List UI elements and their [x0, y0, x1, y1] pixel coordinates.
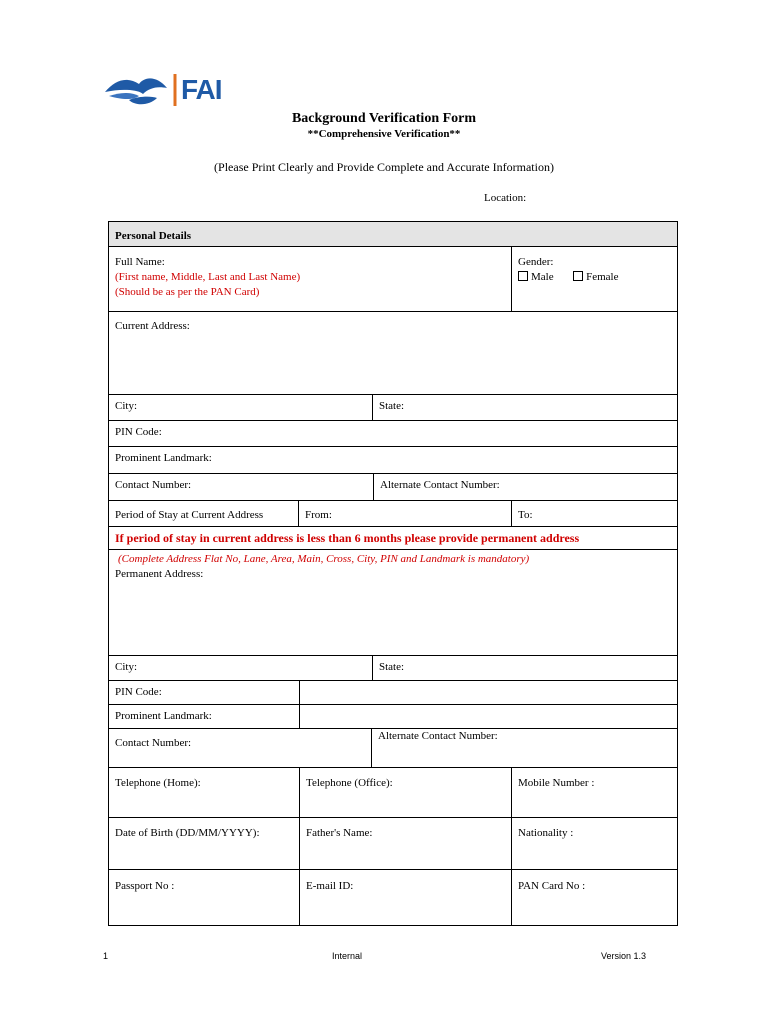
telephone-office-field[interactable] [299, 767, 512, 818]
nationality-field[interactable] [511, 817, 678, 870]
fathers-name-label: Father's Name: [306, 827, 373, 839]
current-alt-contact-field[interactable] [373, 473, 678, 501]
permanent-address-warning [108, 526, 678, 550]
female-checkbox[interactable] [573, 271, 583, 281]
passport-number-field[interactable] [108, 869, 300, 926]
female-label: Female [586, 271, 619, 283]
current-contact-field[interactable] [108, 473, 374, 501]
current-pin-field[interactable] [108, 420, 678, 447]
email-id-field[interactable] [299, 869, 512, 926]
male-checkbox[interactable] [518, 271, 528, 281]
period-label: Period of Stay at Current Address [115, 509, 264, 521]
telephone-home-label: Telephone (Home): [115, 777, 201, 789]
state-label: State: [379, 400, 405, 412]
pan-card-field[interactable] [511, 869, 678, 926]
fathers-name-field[interactable] [299, 817, 512, 870]
male-label: Male [531, 271, 554, 283]
current-address-field[interactable] [108, 311, 678, 395]
pin-label: PIN Code: [115, 426, 162, 438]
gender-field [511, 246, 678, 312]
form-title: Background Verification Form [291, 111, 477, 126]
permanent-landmark-field [108, 704, 300, 729]
pan-card-hint: (Should be as per the PAN Card) [115, 286, 260, 298]
permanent-alt-contact-field[interactable] [371, 728, 678, 768]
permanent-landmark-input[interactable] [299, 704, 678, 729]
pin-label: PIN Code: [115, 686, 162, 698]
current-state-field[interactable] [372, 394, 678, 421]
stay-to-field[interactable] [511, 500, 678, 527]
permanent-contact-field[interactable] [108, 728, 372, 768]
permanent-state-field[interactable] [372, 655, 678, 681]
city-label: City: [115, 661, 138, 673]
version-label: Version 1.3 [601, 951, 647, 961]
city-label: City: [115, 400, 138, 412]
date-of-birth-field[interactable] [108, 817, 300, 870]
full-name-hint: (First name, Middle, Last and Last Name) [115, 271, 301, 283]
classification-label: Internal [332, 951, 363, 961]
email-label: E-mail ID: [306, 880, 354, 892]
pan-card-label: PAN Card No : [518, 880, 586, 892]
dob-label: Date of Birth (DD/MM/YYYY): [115, 827, 260, 839]
passport-label: Passport No : [115, 880, 175, 892]
location-label[interactable]: Location: [484, 192, 527, 204]
permanent-address-label: Permanent Address: [115, 568, 204, 580]
state-label: State: [379, 661, 405, 673]
print-instruction: (Please Print Clearly and Provide Complete and Accurate Information) [214, 160, 554, 174]
warning-text: If period of stay in current address is less than 6 months please provide permanent address [115, 531, 580, 545]
full-name-field[interactable] [108, 246, 512, 312]
telephone-home-field[interactable] [108, 767, 300, 818]
mobile-number-field[interactable] [511, 767, 678, 818]
stay-from-field[interactable] [298, 500, 512, 527]
permanent-pin-input[interactable] [299, 680, 678, 705]
logo-text: FAI [181, 74, 222, 105]
section-title: Personal Details [115, 230, 192, 242]
current-city-field[interactable] [108, 394, 373, 421]
permanent-address-field[interactable] [108, 549, 678, 656]
telephone-office-label: Telephone (Office): [306, 777, 393, 789]
page-number: 1 [103, 951, 109, 961]
current-address-label: Current Address: [115, 320, 190, 332]
full-name-label: Full Name: [115, 256, 165, 268]
alt-contact-label: Alternate Contact Number: [380, 479, 500, 491]
landmark-label: Prominent Landmark: [115, 452, 212, 464]
landmark-label: Prominent Landmark: [115, 710, 212, 722]
permanent-city-field[interactable] [108, 655, 373, 681]
alt-contact-label: Alternate Contact Number: [378, 730, 498, 742]
contact-label: Contact Number: [115, 737, 192, 749]
current-landmark-field[interactable] [108, 446, 678, 474]
period-of-stay-field [108, 500, 299, 527]
from-label: From: [305, 509, 332, 521]
permanent-address-note: (Complete Address Flat No, Lane, Area, Main, Cross, City, PIN and Landmark is mandatory) [118, 553, 530, 565]
mobile-number-label: Mobile Number : [518, 777, 595, 789]
personal-details-form [108, 221, 678, 926]
nationality-label: Nationality : [518, 827, 574, 839]
form-subtitle: **Comprehensive Verification** [307, 128, 461, 140]
contact-label: Contact Number: [115, 479, 192, 491]
gender-label: Gender: [518, 256, 554, 268]
company-logo [103, 70, 225, 110]
section-header [108, 221, 678, 247]
to-label: To: [518, 509, 533, 521]
permanent-pin-field [108, 680, 300, 705]
